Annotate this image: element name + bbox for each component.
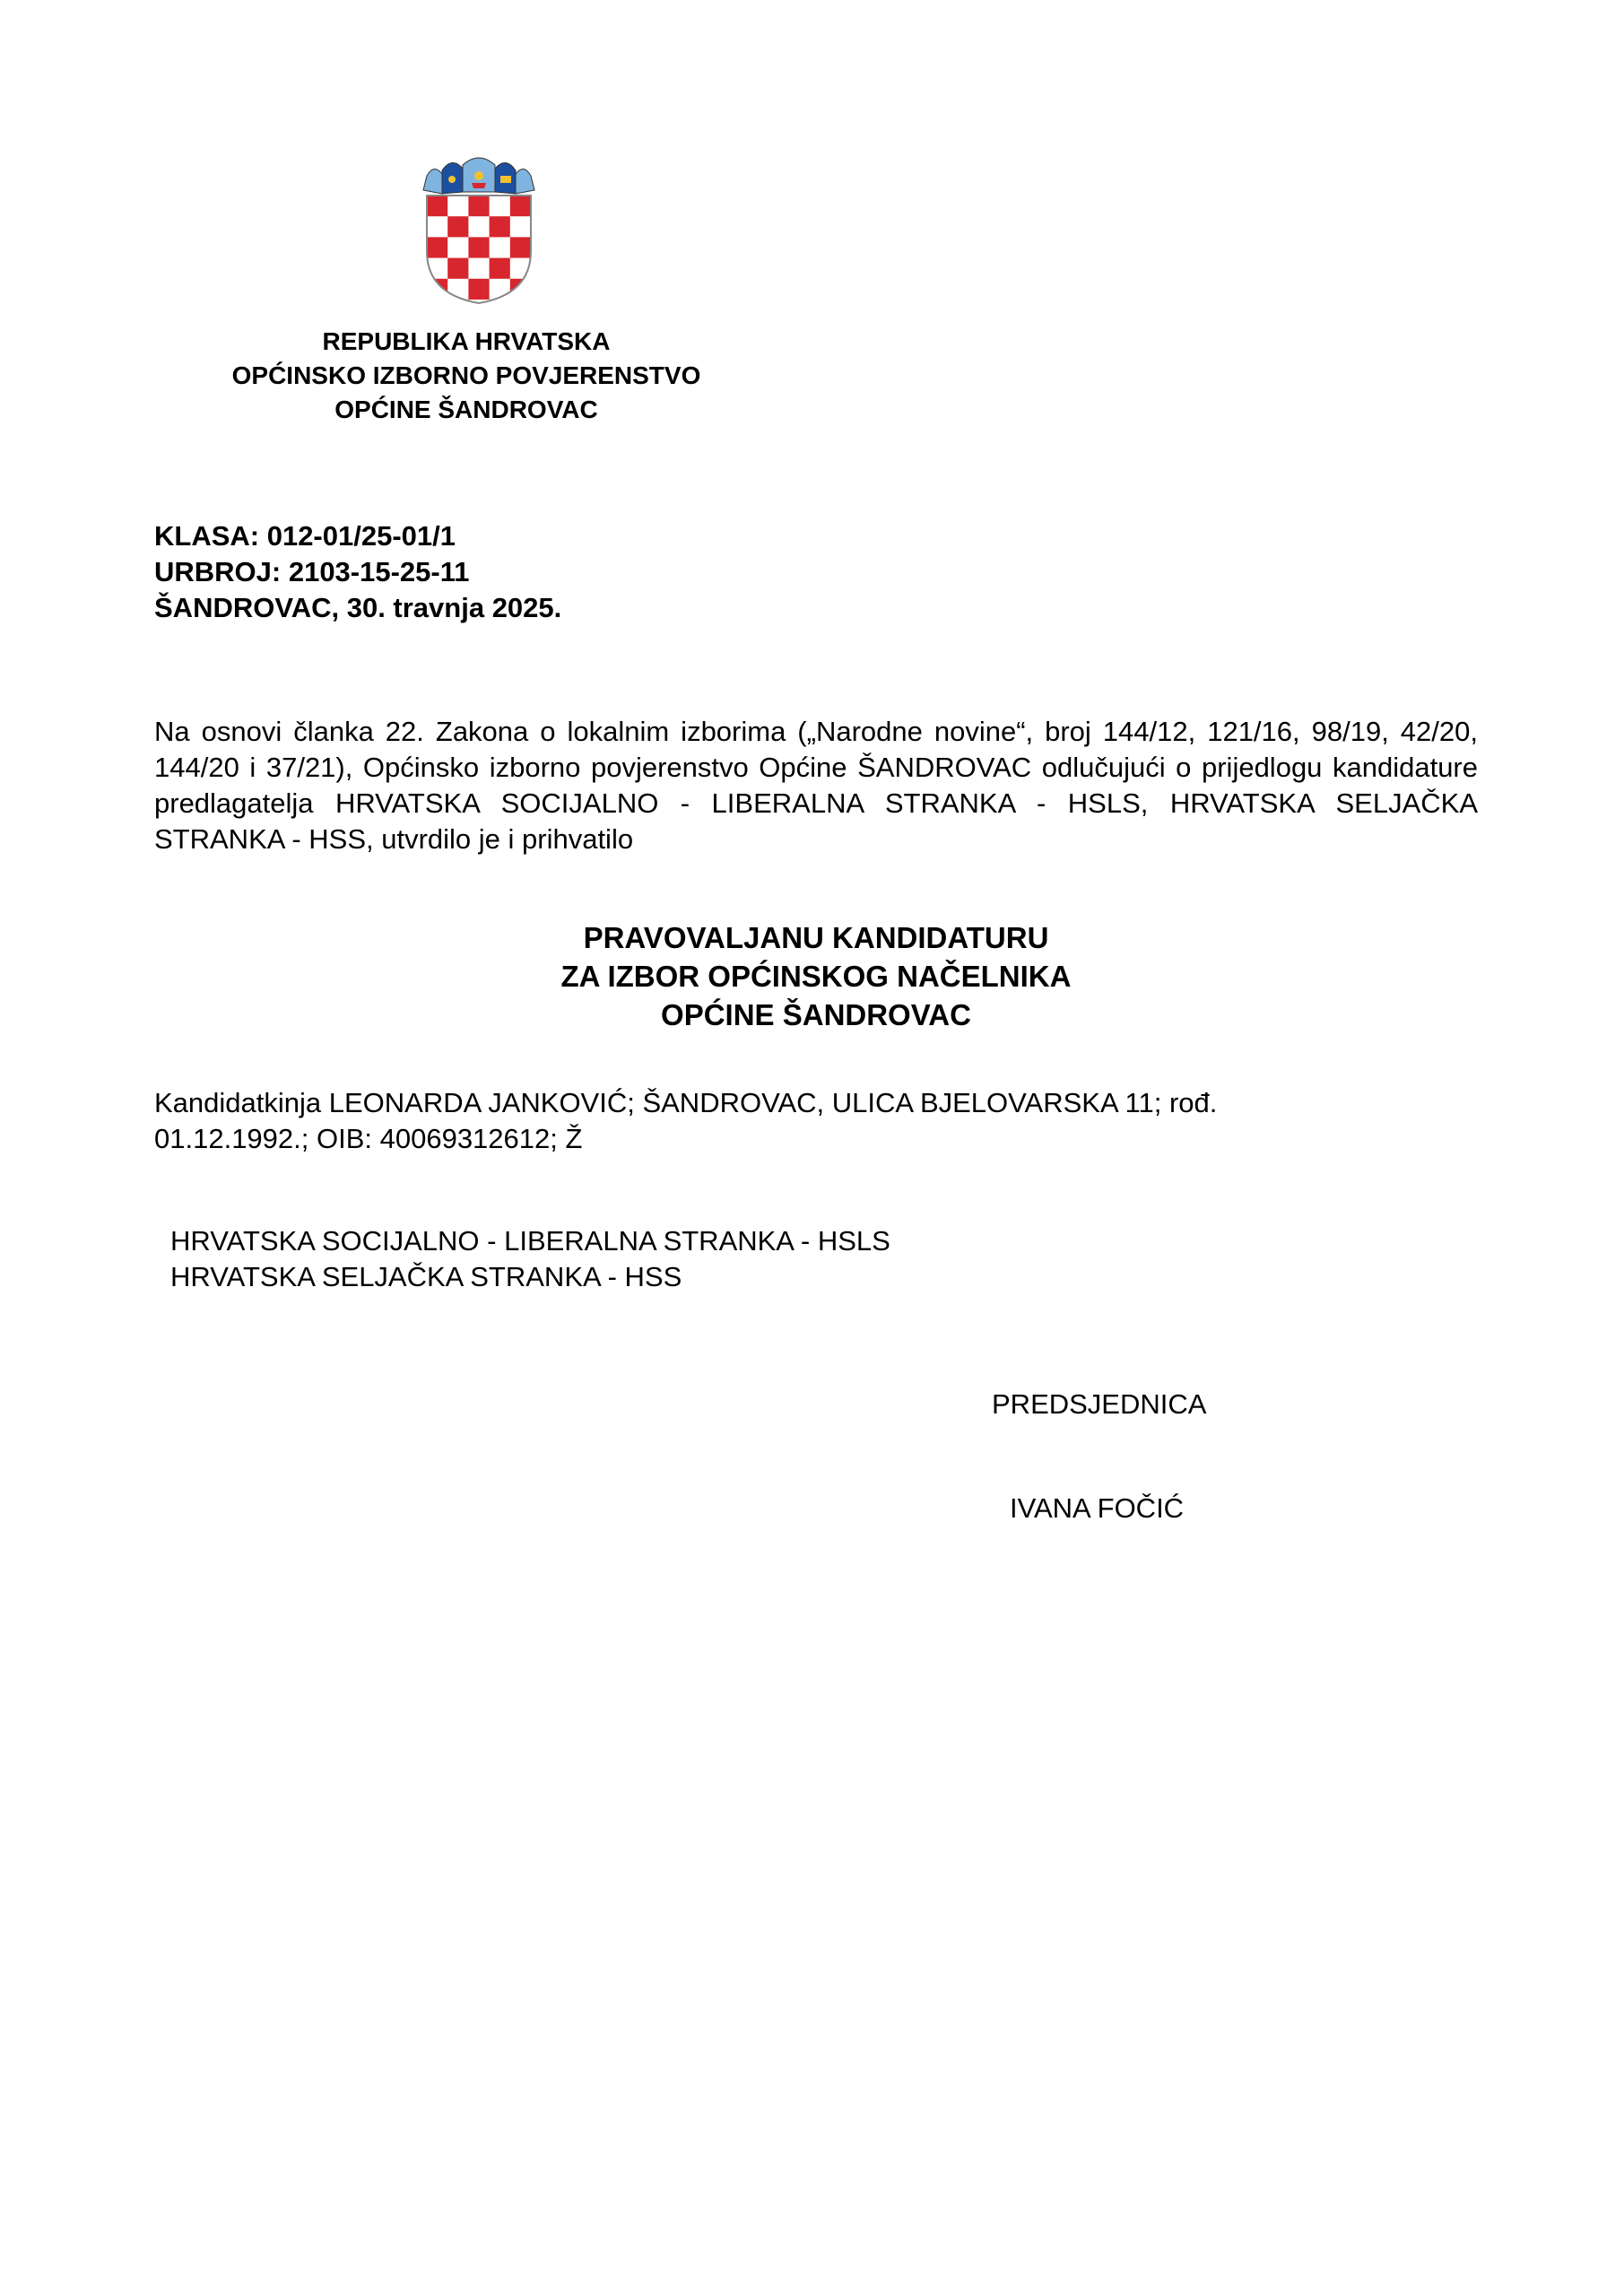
- coat-of-arms-graphic: [418, 152, 540, 305]
- header-line-country: REPUBLIKA HRVATSKA: [322, 327, 611, 355]
- header-line-commission: OPĆINSKO IZBORNO POVJERENSTVO: [231, 361, 701, 389]
- shield-square: [490, 237, 511, 258]
- urbroj-line: URBROJ: 2103-15-25-11: [154, 556, 470, 587]
- candidate-paragraph: Kandidatkinja LEONARDA JANKOVIĆ; ŠANDROVAC, ULICA BJELOVARSKA 11; rođ. 01.12.1992.; OIB: 40069312612; Ž: [154, 1087, 1218, 1154]
- signatory-role: PREDSJEDNICA: [992, 1388, 1207, 1420]
- shield-square: [510, 237, 532, 258]
- header-line-municipality: OPĆINE ŠANDROVAC: [334, 396, 598, 423]
- intro-paragraph: Na osnovi članka 22. Zakona o lokalnim izborima („Narodne novine“, broj 144/12, 121/16, 98/19, 42/20, 144/20 i 37/21), Općinsko izborno povjerenstvo Općine ŠANDROVAC odlučujući o prijedlogu kandidature predlagatelja HRVATSKA SOCIJALNO - LIBERALNA STRANKA - HSLS, HRVATSKA SELJAČKA STRANKA - HSS, utvrdilo je i prihvatilo: [154, 716, 1478, 855]
- shield-square: [468, 237, 490, 258]
- place-date-line: ŠANDROVAC, 30. travnja 2025.: [154, 592, 562, 623]
- shield-square: [447, 237, 469, 258]
- title-line-3: OPĆINE ŠANDROVAC: [661, 998, 971, 1031]
- shield-square: [490, 258, 511, 280]
- signatory-name: IVANA FOČIĆ: [1010, 1492, 1185, 1524]
- shield-square: [447, 216, 469, 238]
- shield-square: [468, 216, 490, 238]
- shield-square: [510, 196, 532, 217]
- party-item: HRVATSKA SOCIJALNO - LIBERALNA STRANKA - HSLS: [170, 1225, 890, 1257]
- crown-star: [474, 171, 483, 180]
- shield-square: [490, 216, 511, 238]
- crown-star: [448, 176, 456, 183]
- shield-square: [490, 196, 511, 217]
- crown-panel-5: [516, 169, 534, 194]
- coat-of-arms-of-croatia-icon: [418, 152, 540, 305]
- reference-block: [154, 518, 561, 626]
- shield-square: [468, 258, 490, 280]
- decision-title: [404, 918, 1229, 1034]
- crown-detail: [472, 183, 486, 188]
- shield-square: [427, 216, 448, 238]
- shield-square: [427, 237, 448, 258]
- shield-square: [447, 258, 469, 280]
- title-line-2: ZA IZBOR OPĆINSKOG NAČELNIKA: [560, 960, 1072, 993]
- shield-square: [427, 300, 448, 305]
- party-item: HRVATSKA SELJAČKA STRANKA - HSS: [170, 1261, 682, 1292]
- shield-square: [427, 196, 448, 217]
- shield-square: [468, 196, 490, 217]
- shield-square: [510, 216, 532, 238]
- crown: [423, 158, 534, 194]
- title-line-1: PRAVOVALJANU KANDIDATURU: [583, 921, 1049, 954]
- klasa-line: KLASA: 012-01/25-01/1: [154, 520, 456, 552]
- shield-square: [510, 300, 532, 305]
- shield-square: [468, 279, 490, 300]
- proposing-parties: [170, 1223, 890, 1295]
- issuer-header: [161, 325, 771, 427]
- crown-lion: [500, 176, 511, 183]
- shield-square: [447, 196, 469, 217]
- crown-panel-1: [423, 169, 442, 194]
